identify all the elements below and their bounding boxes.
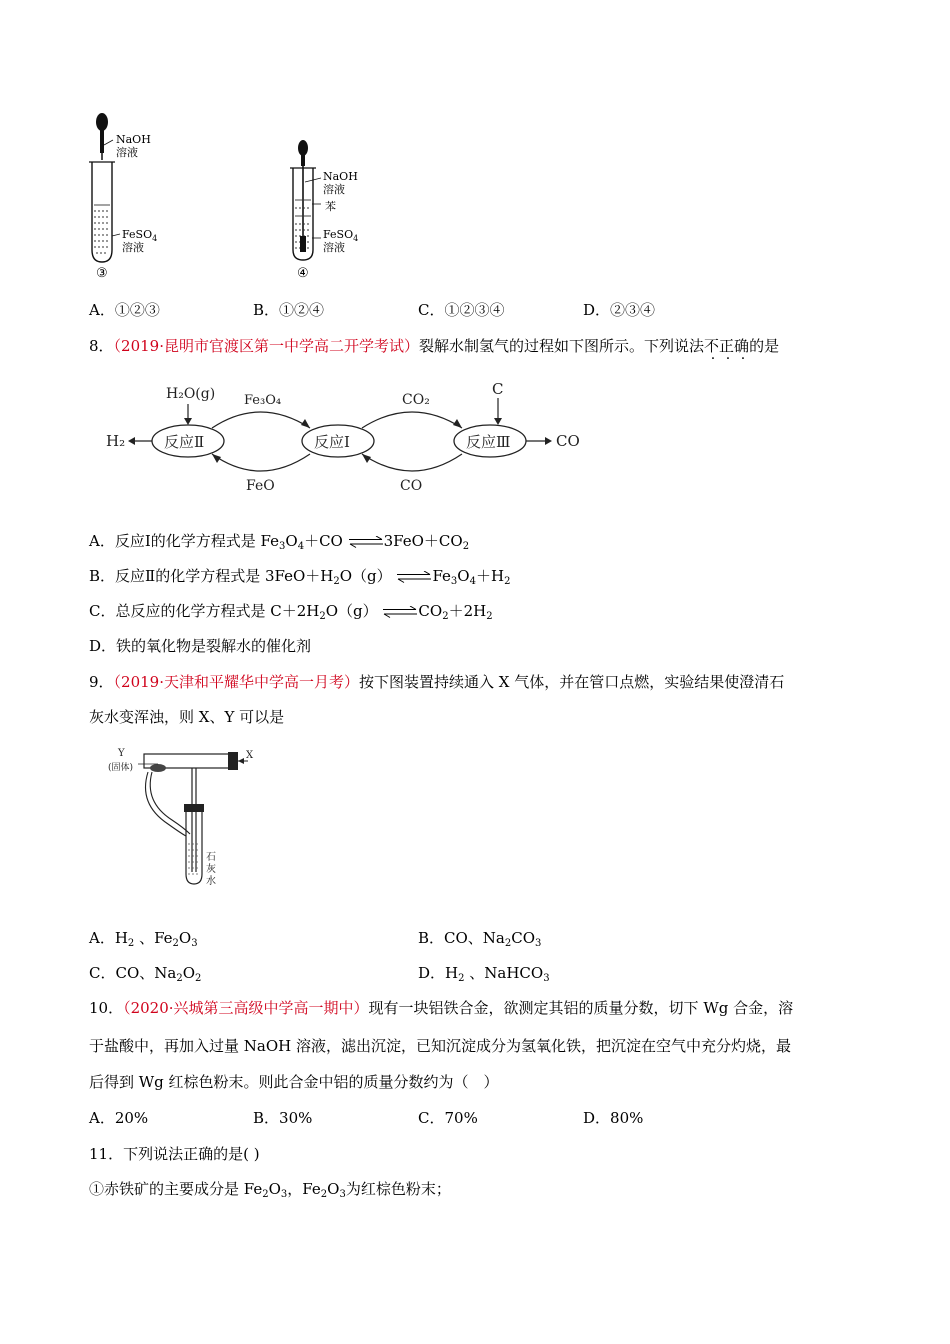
diagram-h2o-label: H₂O(g) [166, 386, 216, 402]
equilibrium-arrow-icon [382, 606, 418, 618]
diagram-limewater-2: 灰 [206, 864, 216, 875]
q7-option-a[interactable]: A．①②③ [89, 301, 160, 319]
q9-option-b[interactable]: B．CO、$Na_2CO_3$ [418, 929, 542, 949]
q9-option-a[interactable]: A．$H_2$ 、$Fe_2O_3$ [89, 929, 198, 949]
diagram-fe3o4-label: Fe₃O₄ [244, 393, 282, 408]
tube4-number: ④ [297, 266, 309, 281]
diagram-h2-label: H₂ [106, 432, 126, 450]
diagram-reaction-3: 反应Ⅲ [466, 433, 511, 451]
q8-option-d[interactable]: D．铁的氧化物是裂解水的催化剂 [89, 637, 312, 655]
q11-item-1: ①赤铁矿的主要成分是 $Fe_2O_3$，$Fe_2O_3$为红棕色粉末； [89, 1180, 451, 1200]
q10-stem-line-1: 10．（2020·兴城第三高级中学高一期中）现有一块铝铁合金，欲测定其铝的质量分数，切下 Wg 合金，溶 [89, 999, 794, 1017]
q9-number: 9． [89, 673, 114, 691]
q9-option-d[interactable]: D．$H_2$ 、NaHCO$_3$ [418, 964, 550, 984]
q8-option-b[interactable]: B．反应Ⅱ的化学方程式是 $3FeO+H_2O(g)$ $Fe_3O_4+H_2$ [89, 567, 511, 587]
diagram-co-back-label: CO [400, 478, 423, 494]
tube4-benzene-label: 苯 [325, 200, 336, 213]
diagram-reaction-2: 反应Ⅱ [164, 433, 205, 451]
q9-source: （2019·天津和平耀华中学高一月考） [113, 673, 359, 691]
q8-number: 8． [89, 337, 114, 355]
tube3-top-label-1: NaOH [116, 133, 151, 146]
q9-stem-line-1: 9．（2019·天津和平耀华中学高一月考）按下图装置持续通入 X 气体，并在管口点燃，实验结果使澄清石 [89, 673, 785, 691]
q9-option-c[interactable]: C．CO、$Na_2O_2$ [89, 964, 202, 984]
diagram-limewater-1: 石 [206, 852, 216, 863]
tube4-top-label-1: NaOH [323, 170, 358, 183]
diagram-x-label: X [246, 750, 254, 761]
q10-option-d[interactable]: D．80% [583, 1109, 644, 1127]
diagram-co2-label: CO₂ [402, 392, 430, 408]
q8-stem: 8．（2019·昆明市官渡区第一中学高二开学考试）裂解水制氢气的过程如下图所示。下列说法不正确的是 [89, 337, 780, 355]
q9-stem-line-2: 灰水变浑浊，则 X、Y 可以是 [89, 708, 285, 726]
q10-number: 10． [89, 999, 124, 1017]
tube3-number: ③ [96, 266, 108, 281]
q7-option-d[interactable]: D．②③④ [583, 301, 656, 319]
diagram-c-label: C [492, 380, 504, 398]
q10-stem-line-2: 于盐酸中，再加入过量 NaOH 溶液，滤出沉淀，已知沉淀成分为氢氧化铁，把沉淀在空气中充分灼烧，最 [89, 1037, 791, 1055]
q7-option-c[interactable]: C．①②③④ [418, 301, 505, 319]
q10-source: （2020·兴城第三高级中学高一期中） [123, 999, 369, 1017]
q11-stem: 11．下列说法正确的是( ) [89, 1145, 260, 1163]
q8-option-c[interactable]: C．总反应的化学方程式是 $C+2H_2O(g)$ $CO_2+2H_2$ [89, 602, 493, 622]
tube4-bottom-label-2: 溶液 [323, 241, 345, 254]
q8-option-a[interactable]: A．反应Ⅰ的化学方程式是 $Fe_3O_4+CO$ $3FeO+CO_2$ [89, 532, 470, 552]
tube4-bottom-label-1: FeSO$_4$ [323, 228, 359, 243]
q10-option-a[interactable]: A．20% [89, 1109, 149, 1127]
gas-apparatus-diagram [108, 744, 258, 892]
q10-option-c[interactable]: C．70% [418, 1109, 478, 1127]
diagram-y-label: Y [118, 748, 125, 759]
diagram-feo-label: FeO [246, 478, 275, 494]
q7-option-b[interactable]: B．①②④ [253, 301, 325, 319]
tube3-bottom-label-2: 溶液 [122, 241, 144, 254]
q10-stem-line-3: 后得到 Wg 红棕色粉末。则此合金中铝的质量分数约为（ ） [89, 1073, 499, 1091]
diagram-solid-label: (固体) [108, 763, 134, 773]
diagram-co-out-label: CO [556, 432, 580, 450]
tube3-bottom-label-1: FeSO$_4$ [122, 228, 158, 243]
q8-source: （2019·昆明市官渡区第一中学高二开学考试） [113, 337, 419, 355]
diagram-limewater-3: 水 [206, 876, 216, 887]
diagram-reaction-1: 反应Ⅰ [314, 433, 350, 451]
tube3-top-label-2: 溶液 [116, 146, 138, 159]
q10-option-b[interactable]: B．30% [253, 1109, 313, 1127]
water-splitting-cycle-diagram [100, 378, 590, 498]
tube4-top-label-2: 溶液 [323, 183, 345, 196]
equilibrium-arrow-icon [396, 571, 432, 583]
equilibrium-arrow-icon [348, 536, 384, 548]
